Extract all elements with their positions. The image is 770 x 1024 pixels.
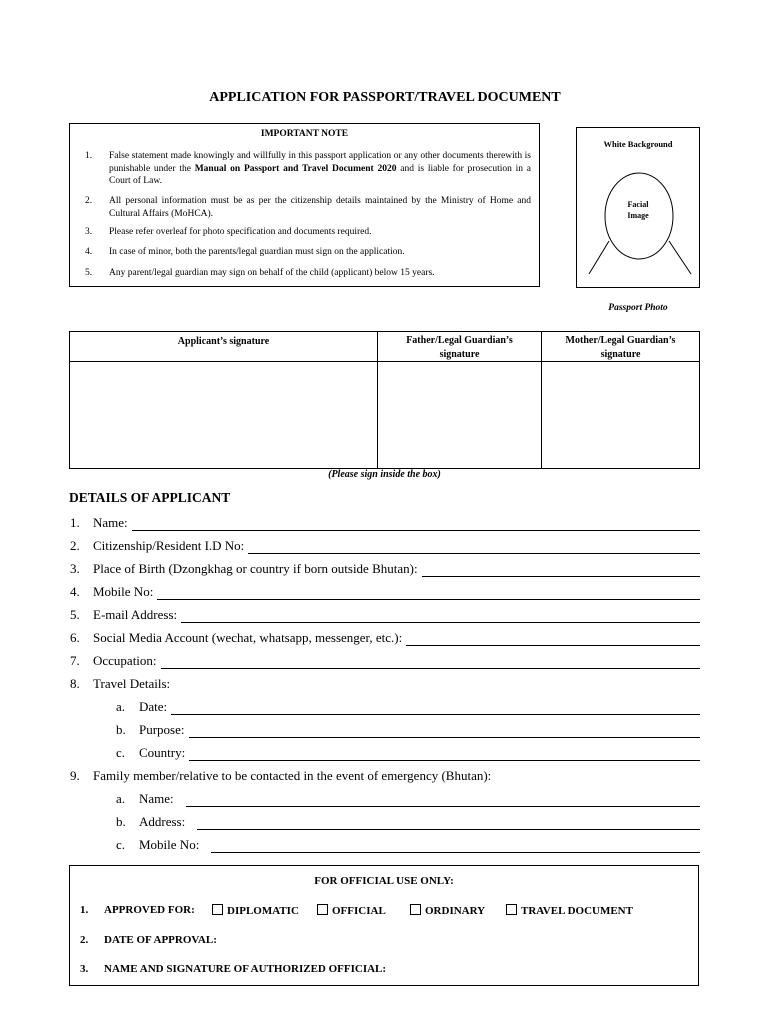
email-input-line[interactable] [181,608,700,623]
official-use-box [69,865,699,986]
white-background-label: White Background [603,139,673,149]
field-label: Occupation: [93,653,157,668]
note-item-3 [85,226,531,239]
social-media-input-line[interactable] [406,631,700,646]
travel-purpose-field[interactable]: b. Purpose: [116,720,700,738]
email-field[interactable]: 5. E-mail Address: [70,605,700,623]
important-note-heading: IMPORTANT NOTE [260,129,349,139]
note-item-1 [85,150,531,188]
place-of-birth-field[interactable]: 3. Place of Birth (Dzongkhag or country if born outside Bhutan): [70,559,700,577]
travel-country-input-line[interactable] [189,746,700,761]
official-use-heading: FOR OFFICIAL USE ONLY: [314,875,454,887]
occupation-field[interactable]: 7. Occupation: [70,651,700,669]
approved-for-label: APPROVED FOR: [104,904,195,916]
details-heading: DETAILS OF APPLICANT [69,490,231,505]
applicant-signature-box[interactable] [70,332,378,468]
field-label: Address: [139,814,186,829]
father-signature-label: Father/Legal Guardian’s signature [378,332,541,362]
mobile-no-field[interactable]: 4. Mobile No: [70,582,700,600]
note-item-text: All personal information must be as per the citizenship details maintained by the Ministry of Home and Cultural Affairs (MoHCA). [109,196,531,219]
note-item-4 [85,246,531,259]
field-label: Mobile No: [93,584,154,599]
checkbox-icon[interactable] [317,904,328,915]
social-media-field[interactable]: 6. Social Media Account (wechat, whatsapp, messenger, etc.): [70,628,700,646]
note-item-number: 1. [85,151,93,161]
manual-reference: Manual on Passport and Travel Document 2020 [194,163,397,174]
note-item-text: In case of minor, both the parents/legal guardian must sign on the application. [109,247,405,257]
date-of-approval-row: 2. DATE OF APPROVAL: [80,934,217,946]
important-note-box [69,123,540,287]
mobile-no-input-line[interactable] [157,585,700,600]
signature-instruction: (Please sign inside the box) [328,469,441,480]
emergency-address-input-line[interactable] [197,815,700,830]
signature-table [69,331,700,469]
name-field[interactable]: 1. Name: [70,513,700,531]
option-ordinary[interactable]: ORDINARY [410,904,485,917]
note-item-text: Please refer overleaf for photo specification and documents required. [109,227,372,237]
field-label: Mobile No: [139,837,200,852]
field-label: Purpose: [139,722,185,737]
emergency-address-field[interactable]: b. Address: [116,812,700,830]
authorized-official-label: NAME AND SIGNATURE OF AUTHORIZED OFFICIAL: [104,963,387,975]
travel-date-field[interactable]: a. Date: [116,697,700,715]
field-label: Travel Details: [93,676,171,691]
name-input-line[interactable] [132,516,700,531]
emergency-mobile-field[interactable]: c. Mobile No: [116,835,700,853]
checkbox-icon[interactable] [410,904,421,915]
field-label: Country: [139,745,186,760]
approved-for-row: 1. APPROVED FOR: DIPLOMATIC OFFICIAL ORDINARY TRAVEL DOCUMENT [80,904,633,917]
field-label: Social Media Account (wechat, whatsapp, messenger, etc.): [93,630,403,645]
facial-image-label: Facial Image [627,200,649,220]
authorized-official-row: 3. NAME AND SIGNATURE OF AUTHORIZED OFFICIAL: [80,963,387,975]
father-signature-box[interactable] [378,332,542,468]
option-diplomatic[interactable]: DIPLOMATIC [212,904,299,917]
emergency-name-input-line[interactable] [186,792,700,807]
citizenship-id-field[interactable]: 2. Citizenship/Resident I.D No: [70,536,700,554]
place-of-birth-input-line[interactable] [422,562,700,577]
date-of-approval-label: DATE OF APPROVAL: [104,934,217,946]
note-item-text: False statement made knowingly and willfully in this passport application or any other documents therewith is punishable under the Manual on Passport and Travel Document 2020 and is liable for prosecution in a Court of Law. [109,151,531,186]
note-item-2 [85,195,531,220]
note-item-number: 4. [85,247,93,257]
field-label: Name: [139,791,174,806]
note-item-5 [85,267,531,280]
travel-date-input-line[interactable] [171,700,700,715]
page-title: APPLICATION FOR PASSPORT/TRAVEL DOCUMENT [209,90,561,105]
passport-photo-caption: Passport Photo [608,303,668,313]
travel-details-heading: 8. Travel Details: [70,676,171,691]
passport-photo-box[interactable] [576,127,700,288]
option-official[interactable]: OFFICIAL [317,904,386,917]
field-label: E-mail Address: [93,607,178,622]
citizenship-id-input-line[interactable] [248,539,700,554]
field-label: Date: [139,699,168,714]
emergency-mobile-input-line[interactable] [211,838,700,853]
applicant-signature-label: Applicant’s signature [70,332,377,362]
note-item-number: 3. [85,227,93,237]
checkbox-icon[interactable] [212,904,223,915]
emergency-contact-heading: 9. Family member/relative to be contacted in the event of emergency (Bhutan): [70,768,492,783]
field-label: Family member/relative to be contacted in the event of emergency (Bhutan): [93,768,492,783]
travel-country-field[interactable]: c. Country: [116,743,700,761]
mother-signature-box[interactable] [542,332,699,468]
field-label: Citizenship/Resident I.D No: [93,538,245,553]
checkbox-icon[interactable] [506,904,517,915]
travel-purpose-input-line[interactable] [189,723,701,738]
field-label: Place of Birth (Dzongkhag or country if born outside Bhutan): [93,561,418,576]
occupation-input-line[interactable] [161,654,700,669]
mother-signature-label: Mother/Legal Guardian’s signature [542,332,699,362]
emergency-name-field[interactable]: a. Name: [116,789,700,807]
note-item-number: 2. [85,196,93,206]
note-item-text: Any parent/legal guardian may sign on behalf of the child (applicant) below 15 years. [109,268,435,278]
note-item-number: 5. [85,268,93,278]
field-label: Name: [93,515,128,530]
option-travel-document[interactable]: TRAVEL DOCUMENT [506,904,633,917]
